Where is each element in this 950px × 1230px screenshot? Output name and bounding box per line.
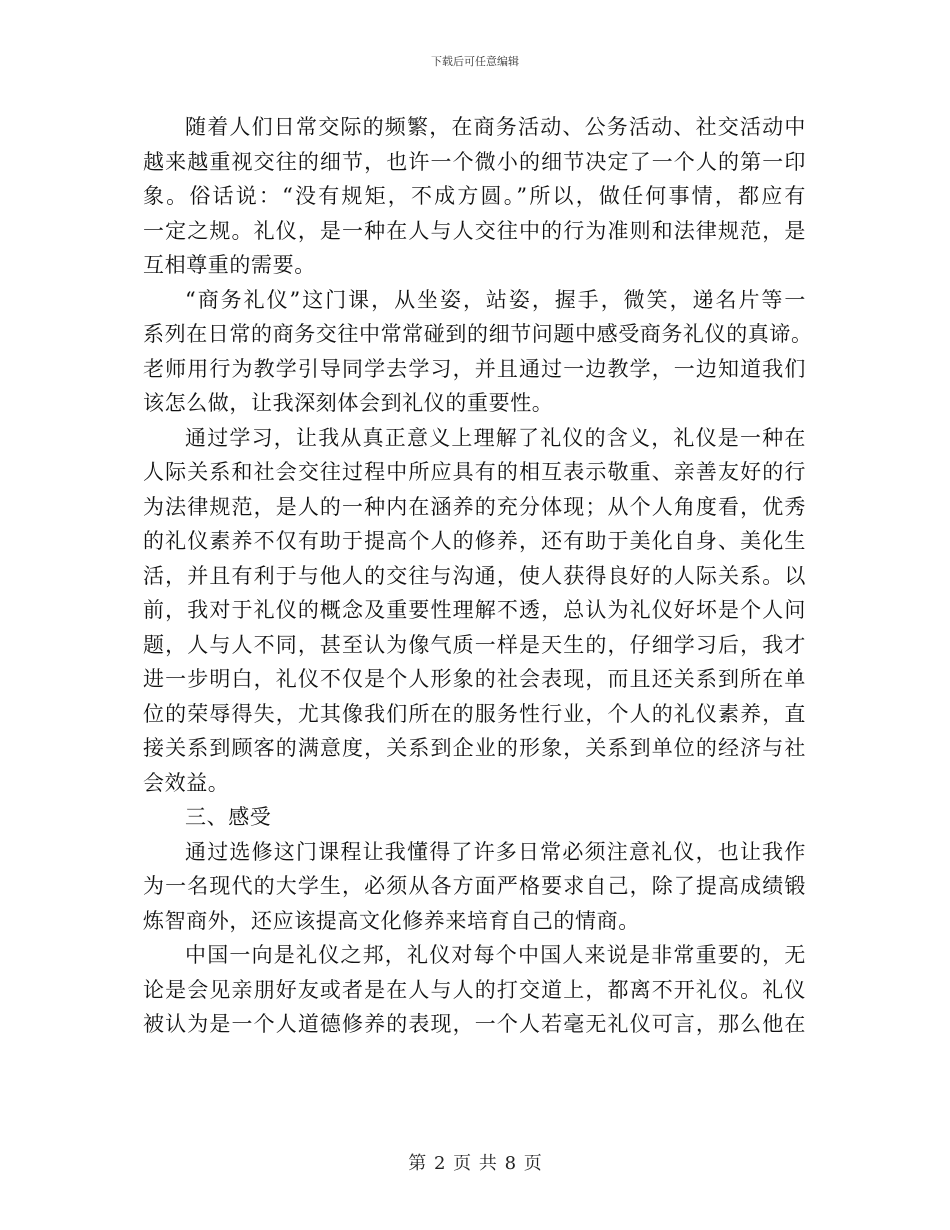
text-line: 的礼仪素养不仅有助于提高个人的修养，还有助于美化自身、美化生 [143,529,806,553]
section-heading [143,800,806,835]
text-line: 接关系到顾客的满意度，关系到企业的形象，关系到单位的经济与社 [143,736,806,760]
text-line: 越来越重视交往的细节，也许一个微小的细节决定了一个人的第一印 [143,149,806,174]
header-note: 下载后可任意编辑 [431,55,519,68]
paragraph-3 [143,421,806,801]
text-line: 前，我对于礼仪的概念及重要性理解不透，总认为礼仪好坏是个人问 [143,598,806,622]
text-line: 随着人们日常交际的频繁，在商务活动、公务活动、社交活动中 [185,115,806,139]
heading-line: 三、感受 [185,805,272,829]
text-line: 被认为是一个人道德修养的表现，一个人若毫无礼仪可言，那么他在 [143,1012,806,1036]
text-line: 系列在日常的商务交往中常常碰到的细节问题中感受商务礼仪的真谛。 [143,322,813,346]
text-line: 活，并且有利于与他人的交往与沟通，使人获得良好的人际关系。以 [143,563,806,588]
text-line: 通过选修这门课程让我懂得了许多日常必须注意礼仪，也让我作 [185,839,806,864]
paragraph-5 [143,938,806,1042]
paragraph-2 [143,283,813,421]
text-line: 为法律规范，是人的一种内在涵养的充分体现；从个人角度看，优秀 [143,494,806,519]
text-line: 老师用行为教学引导同学去学习，并且通过一边教学，一边知道我们 [143,356,806,381]
paragraph-4 [143,835,806,939]
text-line: 人际关系和社会交往过程中所应具有的相互表示敬重、亲善友好的行 [143,460,806,484]
paragraph-1 [143,110,806,283]
text-line: 为一名现代的大学生，必须从各方面严格要求自己，除了提高成绩锻 [143,874,806,898]
text-line: 互相尊重的需要。 [143,253,316,277]
text-line: 该怎么做，让我深刻体会到礼仪的重要性。 [143,391,554,415]
text-line: 位的荣辱得失，尤其像我们所在的服务性行业，个人的礼仪素养，直 [143,701,806,726]
text-line: 中国一向是礼仪之邦，礼仪对每个中国人来说是非常重要的，无 [185,943,806,967]
text-line: 一定之规。礼仪，是一种在人与人交往中的行为准则和法律规范，是 [143,218,806,243]
text-line: 通过学习，让我从真正意义上理解了礼仪的含义，礼仪是一种在 [185,425,806,450]
text-line: 题，人与人不同，甚至认为像气质一样是天生的，仔细学习后，我才 [143,632,806,657]
text-line: 会效益。 [143,770,230,795]
text-line: 进一步明白，礼仪不仅是个人形象的社会表现，而且还关系到所在单 [143,667,806,691]
text-line: 论是会见亲朋好友或者是在人与人的打交道上，都离不开礼仪。礼仪 [143,977,806,1002]
document-body [143,110,813,1042]
text-line: 象。俗话说：“没有规矩，不成方圆。”所以，做任何事情，都应有 [143,184,806,208]
text-line: “商务礼仪”这门课，从坐姿，站姿，握手，微笑，递名片等一 [185,287,806,312]
page-number: 第 2 页 共 8 页 [408,1153,542,1174]
text-line: 炼智商外，还应该提高文化修养来培育自己的情商。 [143,908,640,933]
